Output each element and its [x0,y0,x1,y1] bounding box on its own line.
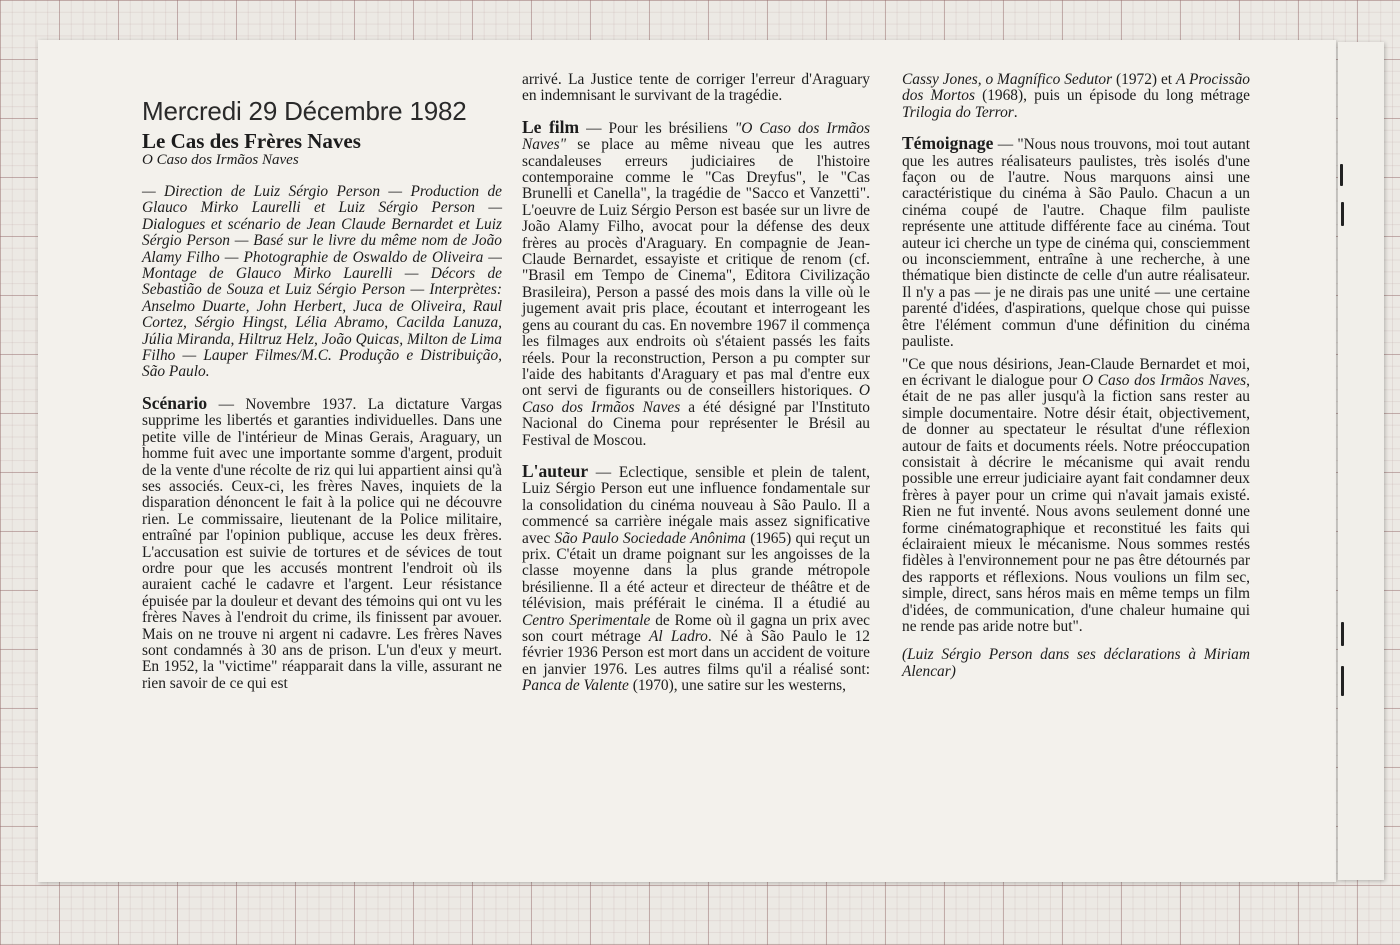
auteur-film-6: Trilogia do Terror [902,103,1014,121]
temoignage-para-2a: "Ce que nous désirions, Jean-Claude Bernardet et moi, en écrivant le dialogue pour [902,355,1250,389]
auteur-film-2: Al Ladro [649,628,708,645]
auteur-text-a: — Eclectique, sensible et plein de talent, Luiz Sérgio Person eut une influence fondamentale sur la consolidation du cinéma nouveau à São Paulo. Il a commencé sa carrière inégale mais assez significative avec [522,463,870,547]
temoignage-heading: Témoignage [902,133,994,154]
film-text-b: se place au même niveau que les autres scandaleuses erreurs judiciaires de l'histoire contemporaine comme le "Cas Dreyfus", le "Cas Brunelli et Canella", la tragédie de "Sacco et Vanzetti". L'oeuvre de Luiz Sérgio Person est basée sur un livre de João Alamy Filho, avocat pour la défense des deux frères au procès d'Araguary. En compagnie de Jean-Claude Bernardet, essayiste et critique de renom (cf. "Brasil em Tempo de Cinema", Editora Civilização Brasileira), Person a passé des mois dans la ville où le jugement avait pris place, écoutant et interrogeant les gens au courant du cas. En novembre 1967 il commença les filmages aux endroits où s'étaient passés les faits réels. Pour la reconstruction, Person a pu compter sur l'aide des habitants d'Araguary et pas mal d'entre eux ont servi de figurants ou de conseillers historiques. [522,136,870,400]
scenario-text: — Novembre 1937. La dictature Vargas supprime les libertés et garanties individuelles. Dans une petite ville de l'intérieur de Minas Gerais, Araguary, un homme fuit avec une importante somme d'argent, produit de la vente d'une récolte de riz qui lui appartient ainsi qu'à ses associés. Ceux-ci, les frères Naves, inquiets de la disparation dénoncent le fait à la police qui ne découvre rien. Le commissaire, lieutenant de la Police militaire, entraîné par l'opinion publique, accuse les deux frères. L'accusation est suivie de tortures et de sévices de tout ordre pour que les accusés montrent l'endroit où ils auraient caché le cadavre et l'argent. Leur résistance épuisée par la douleur et devant des témoins qui ont vu les frères Naves à l'endroit du crime, ils finissent par avouer. Mais on ne trouve ni argent ni cadavre. Les frères Naves sont condamnés à 30 ans de prison. L'un d'eux y meurt. En 1952, la "victime" réapparait dans la ville, assurant ne rien savoir de ce qui est [142,395,502,692]
temoignage-para-1: — "Nous nous trouvons, moi tout autant que les autres réalisateurs paulistes, très isolés d'une façon ou de l'autre. Nous marquons ainsi une caractéristique du cinéma à São Paulo. Chacun a un cinéma coupé de l'autre. Chaque film pauliste représente une attitude différente face au cinéma. Tout auteur ici cherche un type de cinéma qui, consciemment ou inconsciemment, entraîne à une recherche, à une thématique bien distincte de celle d'un autre réalisateur. Il n'y a pas — je ne dirais pas une unité — une certaine parenté d'idées, d'aspirations, quelque chose qui puisse être l'élément commun d'une définition du cinéma pauliste. [902,136,1250,351]
column-2 [522,72,870,701]
quote-attribution: (Luiz Sérgio Person dans ses déclarations à Miriam Alencar) [902,646,1250,680]
film-text-c: a été désigné par l'Instituto Nacional do Cinema pour représenter le Brésil au Festival de Moscou. [522,398,870,449]
auteur-section [522,460,870,695]
page-date: Mercredi 29 Décembre 1982 [142,96,467,126]
staple-bottom-lower [1341,666,1344,696]
scenario-heading: Scénario [142,392,208,413]
auteur-film-4: Cassy Jones, o Magnífico Sedutor [902,71,1113,88]
next-page-edge [1338,42,1384,880]
auteur-continuation [902,72,1250,121]
film-title-quote: "O Caso dos Irmãos Naves" [522,119,870,154]
staple-top-lower [1341,202,1344,226]
film-text-a: — Pour les brésiliens [586,119,728,137]
auteur-text-b: (1965) qui reçut un prix. C'était un drame poignant sur les angoisses de la classe moyenne dans la plus grande métropole brésilienne. Il a été acteur et directeur de théâtre et de télévision, mais préférait le cinéma. Il a étudié au [522,529,870,613]
film-heading: Le film [522,116,580,137]
temoignage-film-title: O Caso dos Irmãos Naves [1081,371,1247,389]
auteur-film-3: Panca de Valente [522,677,629,695]
auteur-film-5: A Procissão dos Mortos [902,71,1250,105]
auteur-school: Centro Sperimentale [522,611,651,629]
auteur-text-h: . [1013,103,1018,121]
auteur-heading: L'auteur [522,460,589,481]
page-title: Le Cas des Frères Naves [142,129,361,153]
auteur-text-d: . Né à São Paulo le 12 février 1936 Person est mort dans un accident de voiture en janvier 1976. Les autres films qu'il a réalisé sont: [522,628,870,678]
temoignage-section [902,135,1250,350]
auteur-text-f: (1972) et [1116,71,1173,88]
column-3 [902,72,1250,686]
staple-top-upper [1340,164,1343,186]
film-section [522,116,870,449]
scenario-continuation: arrivé. La Justice tente de corriger l'erreur d'Araguary en indemnisant le survivant de la tragédie. [522,71,870,105]
auteur-film-1: São Paulo Sociedade Anônima [554,529,746,547]
column-1 [142,96,502,698]
film-credits: — Direction de Luiz Sérgio Person — Production de Glauco Mirko Laurelli et Luiz Sérgio Person — Dialogues et scénario de Jean Claude Bernardet et Luiz Sérgio Person — Basé sur le livre du même nom de João Alamy Filho — Photographie de Oswaldo de Oliveira — Montage de Glauco Mirko Laurelli — Décors de Sebastião de Souza et Luiz Sérgio Person — Interprètes: Anselmo Duarte, John Herbert, Juca de Oliveira, Raul Cortez, Sérgio Hingst, Lélia Abramo, Cacilda Lanuza, Júlia Miranda, Hiltruz Helz, João Quicas, Milton de Lima Filho — Lauper Filmes/M.C. Produção e Distribuição, São Paulo. [142,183,502,381]
auteur-text-g: (1968), puis un épisode du long métrage [982,87,1250,105]
staple-bottom-upper [1341,622,1344,646]
temoignage-para-2b: , était de ne pas aller jusqu'à la fiction sans rester au simple documentaire. Notre désir était, objectivement, de donner au spectateur le résultat d'une réflexion autour de faits et documents réels. Notre préoccupation consistait à décrire le mécanisme qui avait rendu possible une erreur judiciaire ayant fait condamner deux frères à payer pour un crime qui n'avait jamais existé. Rien ne fut inventé. Nous avons seulement donné une forme cinématographique et reconstitué les faits qui éclairaient mieux le mécanisme. Nous sommes restés fidèles à l'environnement pour ne pas être détournés par des rapports et réflexions. Nous voulions un film sec, simple, direct, sans héros mais en même temps un film d'idées, de communication, d'une chaleur humaine qui ne rende pas aride notre but". [902,371,1250,635]
auteur-text-c: de Rome où il gagna un prix avec son court métrage [522,611,870,645]
page-subtitle: O Caso dos Irmãos Naves [142,152,299,168]
scenario-section [142,392,502,692]
auteur-text-e: (1970), une satire sur les westerns, [632,677,846,695]
temoignage-para-2 [902,357,1250,636]
film-title-italic: O Caso dos Irmãos Naves [522,382,870,416]
